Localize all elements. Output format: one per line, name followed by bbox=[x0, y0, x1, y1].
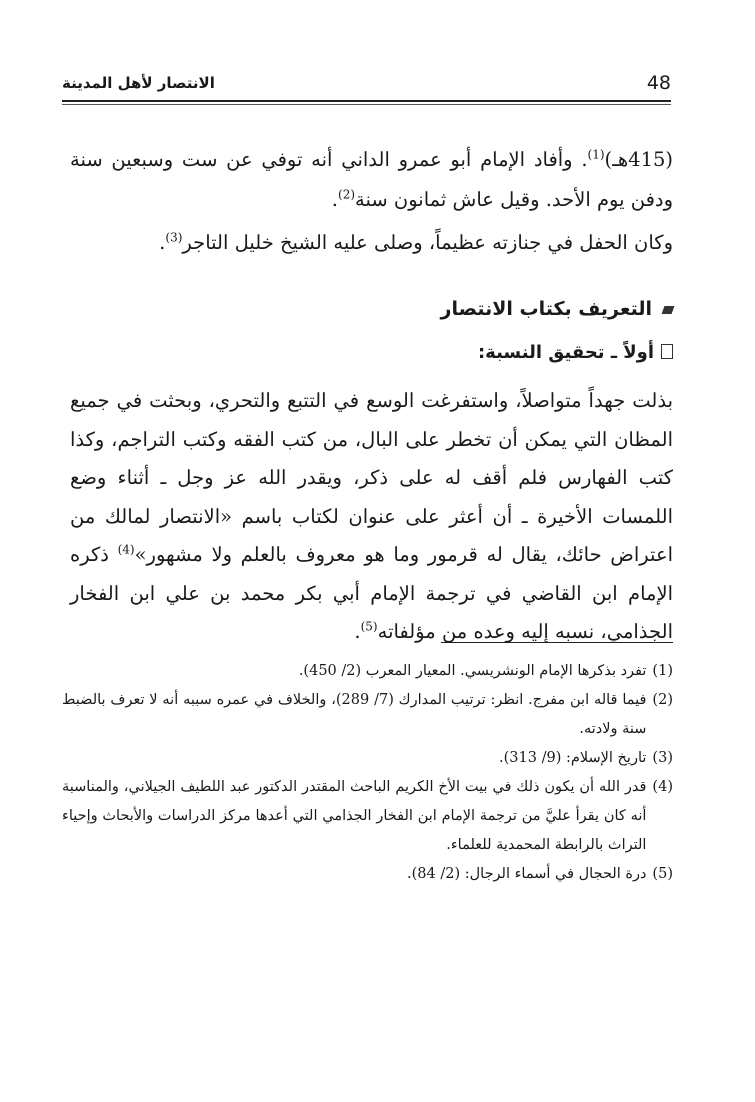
footnote-number: (1) bbox=[652, 663, 673, 679]
footnote-text: درة الحجال في أسماء الرجال: (2/ 84). bbox=[407, 866, 647, 882]
paragraph-text: . وأفاد الإمام أبو عمرو الداني أنه توفي عن ست وسبعين سنة ودفن يوم الأحد. وقيل عاش ثمانون سنة bbox=[70, 148, 673, 211]
footnote-ref-5[interactable]: (5) bbox=[360, 619, 378, 634]
subheading-text: أولاً ـ تحقيق النسبة: bbox=[477, 342, 654, 363]
header-rule-secondary bbox=[62, 104, 671, 105]
paragraph-text: وكان الحفل في جنازته عظيماً، وصلى عليه الشيخ خليل التاجر bbox=[182, 231, 673, 254]
sentence-end: . bbox=[331, 187, 338, 211]
main-text bbox=[70, 382, 673, 652]
footnote-3 bbox=[62, 744, 673, 773]
footnote-text: قدر الله أن يكون ذلك في بيت الأخ الكريم الباحث المقتدر الدكتور عبد اللطيف الجيلاني، والمناسبة أنه كان يقرأ عليَّ من ترجمة الإمام ابن الفخار الجذامي التي أعدها مركز الدراسات والأبحاث وإحياء التراث بالرابطة المحمدية للعلماء. bbox=[62, 779, 647, 853]
footnote-number: (4) bbox=[652, 779, 673, 795]
footnote-number: (2) bbox=[652, 692, 673, 708]
footnotes bbox=[62, 657, 673, 889]
footnote-text: تاريخ الإسلام: (9/ 313). bbox=[499, 750, 647, 766]
footnote-text: فيما قاله ابن مفرج. انظر: ترتيب المدارك (7/ 289)، والخلاف في عمره سببه أنه لا تعرف بالضبط سنة ولادته. bbox=[62, 692, 647, 737]
running-header bbox=[62, 72, 671, 100]
footnote-separator bbox=[441, 642, 673, 643]
intro-text bbox=[70, 140, 673, 263]
footnote-number: (3) bbox=[652, 750, 673, 766]
footnote-ref-3[interactable]: (3) bbox=[165, 230, 183, 245]
footnote-ref-2[interactable]: (2) bbox=[338, 187, 356, 201]
intro-paragraph-1 bbox=[70, 140, 673, 219]
sentence-end: . bbox=[159, 231, 166, 254]
section-heading: التعريف بكتاب الانتصار bbox=[440, 298, 652, 320]
footnote-1 bbox=[62, 657, 673, 686]
page-number: 48 bbox=[646, 72, 671, 94]
paragraph-text-continued: ذكره الإمام ابن القاضي في ترجمة الإمام أبي بكر محمد بن علي ابن الفخار الجذامي، نسبه إليه وعده من مؤلفاته bbox=[70, 543, 673, 643]
subheading bbox=[478, 342, 673, 363]
footnote-2 bbox=[62, 686, 673, 744]
footnote-number: (5) bbox=[652, 866, 673, 882]
section-bullet-icon bbox=[662, 306, 675, 314]
paragraph-text: بذلت جهداً متواصلاً، واستفرغت الوسع في التتبع والتحري، وبحثت في جميع المظان التي يمكن أن تخطر على البال، من كتب الفقه وكتب التراجم، وكذا كتب الفهارس فلم أقف له على ذكر، ويقدر الله عز وجل ـ أثناء وضع اللمسات الأخيرة ـ أن أعثر على عنوان لكتاب باسم «الانتصار لمالك من اعتراض حائك، يقال له قرمور وما هو معروف بالعلم ولا مشهور» bbox=[70, 389, 673, 566]
footnote-ref-1[interactable]: (1) bbox=[587, 147, 605, 162]
running-title: الانتصار لأهل المدينة bbox=[62, 74, 215, 92]
main-paragraph bbox=[70, 382, 673, 652]
intro-paragraph-2 bbox=[70, 223, 673, 263]
footnote-4 bbox=[62, 773, 673, 860]
header-rule bbox=[62, 100, 671, 102]
footnote-ref-4[interactable]: (4) bbox=[117, 542, 135, 557]
square-bullet-icon bbox=[661, 344, 673, 359]
date-reference: (415هـ) bbox=[604, 148, 673, 171]
footnote-text: تفرد بذكرها الإمام الونشريسي. المعيار المعرب (2/ 450). bbox=[298, 663, 647, 679]
footnote-5 bbox=[62, 860, 673, 889]
sentence-end: . bbox=[354, 620, 361, 643]
